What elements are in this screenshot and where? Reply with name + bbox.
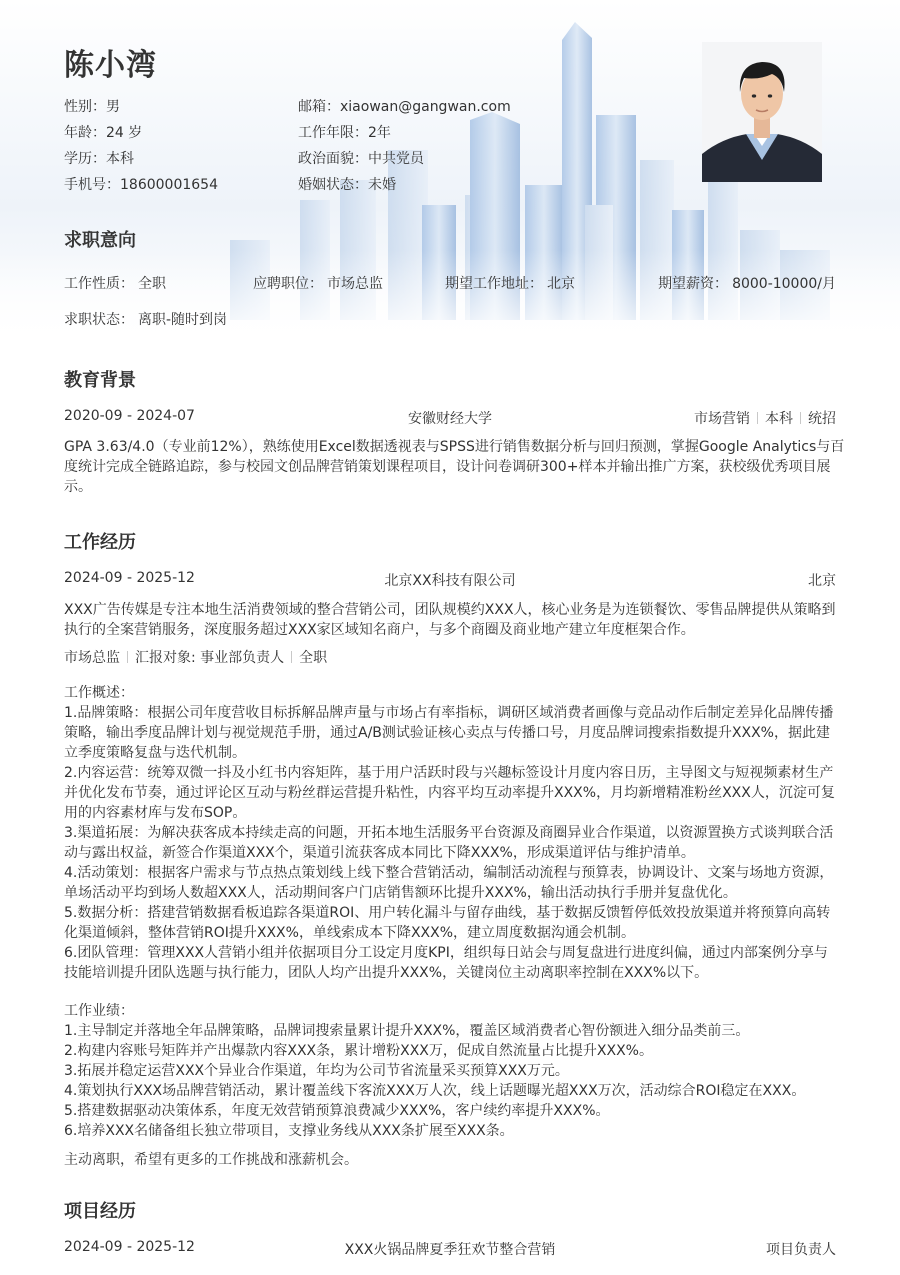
education-tags: 市场营销 本科 统招 xyxy=(694,411,836,427)
intent-location: 期望工作地址： 北京 xyxy=(445,276,575,292)
project-period: 2024-09 - 2025-12 xyxy=(64,1239,195,1255)
work-summary-title: 工作概述： xyxy=(64,685,134,701)
intent-status: 求职状态： 离职-随时到岗 xyxy=(64,312,228,328)
info-political-status: 政治面貌：中共党员 xyxy=(298,151,424,167)
info-education-level: 学历：本科 xyxy=(64,151,134,167)
info-phone: 手机号：18600001654 xyxy=(64,177,218,193)
education-header-row xyxy=(64,408,836,427)
intent-position: 应聘职位： 市场总监 xyxy=(253,276,383,292)
info-email: 邮箱：xiaowan@gangwan.com xyxy=(298,99,511,115)
section-title-intent: 求职意向 xyxy=(64,230,136,251)
tag-separator xyxy=(127,651,128,663)
intent-job-type: 工作性质： 全职 xyxy=(64,276,166,292)
education-school: 安徽财经大学 xyxy=(408,411,492,427)
section-title-education: 教育背景 xyxy=(64,370,136,391)
info-work-years: 工作年限：2年 xyxy=(298,125,391,141)
education-description: GPA 3.63/4.0（专业前12%），熟练使用Excel数据透视表与SPSS进行销售数据分析与回归预测，掌握Google Analytics与百 度统计完成全链路追踪，参与校园文创品牌营销策划课程项目，设计问卷调研300+样本并输出推广方案，获校级优秀项目展 示。 xyxy=(64,439,845,495)
section-title-project: 项目经历 xyxy=(64,1201,136,1222)
work-company-intro: XXX广告传媒是专注本地生活消费领域的整合营销公司，团队规模约XXX人，核心业务是为连锁餐饮、零售品牌提供从策略到 执行的全案营销服务，深度服务超过XXX家区域知名商户，与多个商圈及商业地产建立年度框架合作。 xyxy=(64,602,836,638)
work-summary: 工作概述： 1.品牌策略：根据公司年度营收目标拆解品牌声量与市场占有率指标，调研区域消费者画像与竞品动作后制定差异化品牌传播 策略，输出季度品牌计划与视觉规范手册，通过A/B测试验证核心卖点与传播口号，月度品牌词搜索指数提升XXX%，据此建 立季度策略复盘与迭代机制。 2.内容运营：统筹双微一抖及小红书内容矩阵，基于用户活跃时段与兴趣标签设计月度内容日历，主导图文与短视频素材生产 并优化发布节奏，通过评论区互动与粉丝群运营提升粘性，内容平均互动率提升XXX%，月均新增精准粉丝XXX人，沉淀可复 用的内容素材库与发布SOP。 3.渠道拓展：为解决获客成本持续走高的问题，开拓本地生活服务平台资源及商圈异业合作渠道，以资源置换方式谈判联合活 动与露出权益，新签合作渠道XXX个，渠道引流获客成本同比下降XXX%，形成渠道评估与维护清单。 4.活动策划：根据客户需求与节点热点策划线上线下整合营销活动，编制活动流程与预算表，协调设计、文案与场地方资源， 单场活动平均到场人数超XXX人，活动期间客户门店销售额环比提升XXX%，输出活动执行手册并复盘优化。 5.数据分析：搭建营销数据看板追踪各渠道ROI、用户转化漏斗与留存曲线，基于数据反馈暂停低效投放渠道并将预算向高转 化渠道倾斜，整体营销ROI提升XXX%，单线索成本下降XXX%，建立周度数据沟通会机制。 6.团队管理：管理XXX人营销小组并依据项目分工设定月度KPI，组织每日站会与周复盘进行进度纠偏，通过内部案例分享与 技能培训提升团队选题与执行能力，团队人均产出提升XXX%，关键岗位主动离职率控制在XXX%以下。 xyxy=(64,685,835,981)
work-header-row xyxy=(64,570,836,589)
project-role: 项目负责人 xyxy=(766,1242,836,1258)
work-city: 北京 xyxy=(808,573,836,589)
info-gender: 性别：男 xyxy=(64,99,120,115)
work-period: 2024-09 - 2025-12 xyxy=(64,570,195,586)
work-leave-reason: 主动离职，希望有更多的工作挑战和涨薪机会。 xyxy=(64,1152,358,1168)
work-company: 北京XX科技有限公司 xyxy=(384,573,516,589)
tag-separator xyxy=(800,412,801,424)
profile-photo xyxy=(702,42,822,182)
education-period: 2020-09 - 2024-07 xyxy=(64,408,195,424)
work-tags: 市场总监 汇报对象: 事业部负责人 全职 xyxy=(64,650,328,666)
project-header-row xyxy=(64,1239,836,1258)
project-name: XXX火锅品牌夏季狂欢节整合营销 xyxy=(344,1242,556,1258)
candidate-name: 陈小湾 xyxy=(64,48,157,83)
section-title-work: 工作经历 xyxy=(64,532,136,553)
work-results-title: 工作业绩： xyxy=(64,1003,134,1019)
tag-separator xyxy=(757,412,758,424)
info-marital-status: 婚姻状态：未婚 xyxy=(298,177,396,193)
info-age: 年龄：24 岁 xyxy=(64,125,143,141)
intent-salary: 期望薪资： 8000-10000/月 xyxy=(658,276,836,292)
work-results: 工作业绩： 1.主导制定并落地全年品牌策略，品牌词搜索量累计提升XXX%，覆盖区域消费者心智份额进入细分品类前三。 2.构建内容账号矩阵并产出爆款内容XXX条，累计增粉XXX万，促成自然流量占比提升XXX%。 3.拓展并稳定运营XXX个异业合作渠道，年均为公司节省流量采买预算XXX万元。 4.策划执行XXX场品牌营销活动，累计覆盖线下客流XXX万人次，线上话题曝光超XXX万次，活动综合ROI稳定在XXX。 5.搭建数据驱动决策体系，年度无效营销预算浪费减少XXX%，客户续约率提升XXX%。 6.培养XXX名储备组长独立带项目，支撑业务线从XXX条扩展至XXX条。 xyxy=(64,1001,836,1141)
tag-separator xyxy=(291,651,292,663)
